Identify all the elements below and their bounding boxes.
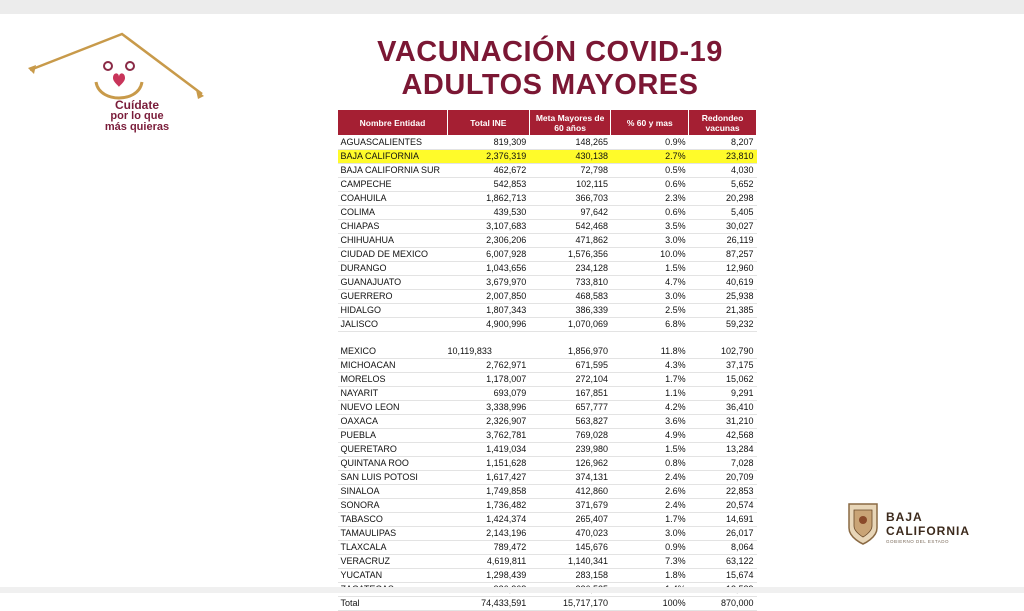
cell-redondeo: 7,028 [689,456,757,470]
cell-percent: 1.7% [611,372,689,386]
cell-total-ine: 542,853 [447,178,529,192]
cell-meta: 15,717,170 [529,596,611,610]
cell-meta: 239,980 [529,442,611,456]
cell-redondeo: 22,853 [689,484,757,498]
cell-percent: 2.3% [611,192,689,206]
cell-entidad [338,332,448,345]
bc-name [886,510,970,538]
cell-percent: 0.9% [611,540,689,554]
cell-percent: 3.0% [611,526,689,540]
cell-meta: 126,962 [529,456,611,470]
table-row [338,345,757,359]
cell-meta: 1,070,069 [529,318,611,332]
cell-redondeo: 26,017 [689,526,757,540]
cell-meta: 412,860 [529,484,611,498]
cell-percent: 1.8% [611,568,689,582]
cell-redondeo: 8,064 [689,540,757,554]
table-row [338,332,757,345]
cell-redondeo: 4,030 [689,164,757,178]
table-row [338,568,757,582]
cell-total-ine: 789,472 [447,540,529,554]
cell-entidad: VERACRUZ [338,554,448,568]
cell-total-ine: 2,762,971 [447,358,529,372]
cell-meta: 470,023 [529,526,611,540]
table-row [338,304,757,318]
cell-meta: 769,028 [529,428,611,442]
header-entidad: Nombre Entidad [338,110,448,136]
cell-total-ine: 4,619,811 [447,554,529,568]
cell-meta: 371,679 [529,498,611,512]
bc-subtitle: GOBIERNO DEL ESTADO [886,539,950,544]
cell-redondeo: 26,119 [689,234,757,248]
table-row [338,526,757,540]
table-row [338,290,757,304]
cell-percent: 100% [611,596,689,610]
cell-percent [611,332,689,345]
cell-percent: 2.7% [611,150,689,164]
table-row [338,262,757,276]
cell-meta: 671,595 [529,358,611,372]
cell-redondeo: 42,568 [689,428,757,442]
cuidate-logo [26,32,206,142]
cell-entidad: GUERRERO [338,290,448,304]
cell-total-ine: 3,679,970 [447,276,529,290]
state-shield-icon [846,500,880,546]
cell-percent: 1.7% [611,512,689,526]
cell-redondeo: 12,960 [689,262,757,276]
cell-meta: 148,265 [529,136,611,150]
cell-meta: 374,131 [529,470,611,484]
cell-redondeo: 5,405 [689,206,757,220]
cell-entidad: QUERETARO [338,442,448,456]
cell-percent: 6.8% [611,318,689,332]
cell-entidad: HIDALGO [338,304,448,318]
cell-entidad: SAN LUIS POTOSI [338,470,448,484]
table-row [338,484,757,498]
table-header-row [338,110,757,136]
logo-line-3: más quieras [104,121,170,133]
table-row [338,372,757,386]
table-row [338,164,757,178]
cell-redondeo: 87,257 [689,248,757,262]
cell-entidad: TAMAULIPAS [338,526,448,540]
cell-redondeo: 870,000 [689,596,757,610]
cell-entidad: PUEBLA [338,428,448,442]
table-row [338,178,757,192]
cell-redondeo: 9,291 [689,386,757,400]
cell-percent: 2.5% [611,304,689,318]
bc-line-2: CALIFORNIA [886,524,970,538]
table-row [338,400,757,414]
cell-entidad: MEXICO [338,345,448,359]
table-row [338,318,757,332]
cell-total-ine: 4,900,996 [447,318,529,332]
table-row [338,136,757,150]
cell-entidad: SONORA [338,498,448,512]
cell-meta: 471,862 [529,234,611,248]
cell-total-ine: 1,807,343 [447,304,529,318]
cell-redondeo: 5,652 [689,178,757,192]
cell-percent: 4.2% [611,400,689,414]
cell-total-ine: 3,338,996 [447,400,529,414]
cell-redondeo: 40,619 [689,276,757,290]
top-band [0,0,1024,14]
logo-slogan [82,100,192,133]
cell-percent: 4.3% [611,358,689,372]
cell-meta: 102,115 [529,178,611,192]
cell-entidad: BAJA CALIFORNIA [338,150,448,164]
cell-percent: 4.9% [611,428,689,442]
cell-meta: 1,576,356 [529,248,611,262]
cell-meta: 167,851 [529,386,611,400]
cell-total-ine: 1,424,374 [447,512,529,526]
cell-entidad: TABASCO [338,512,448,526]
table-row [338,414,757,428]
table-row [338,512,757,526]
cell-total-ine: 3,762,781 [447,428,529,442]
cell-entidad: NUEVO LEON [338,400,448,414]
cell-percent: 3.0% [611,234,689,248]
cell-total-ine: 1,736,482 [447,498,529,512]
cell-redondeo: 14,691 [689,512,757,526]
logo-line-2: por lo que [110,110,164,122]
table-row [338,498,757,512]
cell-meta: 265,407 [529,512,611,526]
cell-redondeo: 63,122 [689,554,757,568]
cell-meta [529,332,611,345]
cell-redondeo: 20,709 [689,470,757,484]
cell-percent: 7.3% [611,554,689,568]
cell-total-ine: 1,617,427 [447,470,529,484]
cell-total-ine: 3,107,683 [447,220,529,234]
cell-meta: 283,158 [529,568,611,582]
cell-entidad: DURANGO [338,262,448,276]
cell-total-ine: 2,007,850 [447,290,529,304]
cell-percent: 0.9% [611,136,689,150]
table-row [338,470,757,484]
table-row [338,276,757,290]
cell-entidad: SINALOA [338,484,448,498]
cell-total-ine: 2,143,196 [447,526,529,540]
cell-entidad: QUINTANA ROO [338,456,448,470]
cell-entidad: COAHUILA [338,192,448,206]
table-row [338,428,757,442]
vaccination-table [337,109,757,611]
cell-meta: 234,128 [529,262,611,276]
table-row [338,192,757,206]
table-row [338,358,757,372]
table-row [338,234,757,248]
cell-total-ine: 1,749,858 [447,484,529,498]
cell-redondeo: 20,298 [689,192,757,206]
cell-meta: 657,777 [529,400,611,414]
cell-total-ine: 819,309 [447,136,529,150]
cell-meta: 386,339 [529,304,611,318]
cell-entidad: YUCATAN [338,568,448,582]
cell-meta: 563,827 [529,414,611,428]
cell-entidad: OAXACA [338,414,448,428]
cell-total-ine: 2,376,319 [447,150,529,164]
cell-total-ine: 1,151,628 [447,456,529,470]
cell-entidad: JALISCO [338,318,448,332]
cell-entidad: COLIMA [338,206,448,220]
cell-percent: 0.6% [611,206,689,220]
cell-redondeo: 31,210 [689,414,757,428]
table-row [338,456,757,470]
header-meta: Meta Mayores de 60 años [529,110,611,136]
cell-entidad: NAYARIT [338,386,448,400]
table-row [338,442,757,456]
cell-percent: 0.5% [611,164,689,178]
cell-entidad: Total [338,596,448,610]
cell-redondeo: 30,027 [689,220,757,234]
cell-total-ine: 74,433,591 [447,596,529,610]
title-line-2: ADULTOS MAYORES [401,69,699,101]
cell-entidad: TLAXCALA [338,540,448,554]
cell-total-ine: 693,079 [447,386,529,400]
cell-redondeo: 8,207 [689,136,757,150]
cell-percent: 0.8% [611,456,689,470]
cell-redondeo: 15,062 [689,372,757,386]
cell-redondeo: 15,674 [689,568,757,582]
bottom-band [0,587,1024,593]
page-title [300,36,800,102]
cell-meta: 145,676 [529,540,611,554]
cell-percent: 3.5% [611,220,689,234]
cell-percent: 11.8% [611,345,689,359]
cell-entidad: CAMPECHE [338,178,448,192]
house-roof-icon [26,32,206,107]
cell-meta: 430,138 [529,150,611,164]
cell-redondeo: 59,232 [689,318,757,332]
table-row [338,554,757,568]
table-row [338,386,757,400]
table-row [338,206,757,220]
header-total-ine: Total INE [447,110,529,136]
header-redondeo: Redondeo vacunas [689,110,757,136]
cell-meta: 468,583 [529,290,611,304]
cell-redondeo: 21,385 [689,304,757,318]
table-row [338,540,757,554]
cell-total-ine: 1,298,439 [447,568,529,582]
table-row [338,150,757,164]
cell-meta: 272,104 [529,372,611,386]
cell-redondeo: 36,410 [689,400,757,414]
cell-percent: 1.5% [611,442,689,456]
cell-percent: 2.4% [611,498,689,512]
cell-entidad: GUANAJUATO [338,276,448,290]
cell-percent: 2.6% [611,484,689,498]
cell-total-ine: 2,326,907 [447,414,529,428]
cell-meta: 366,703 [529,192,611,206]
cell-redondeo: 37,175 [689,358,757,372]
cell-percent: 3.0% [611,290,689,304]
cell-entidad: MICHOACAN [338,358,448,372]
title-line-1: VACUNACIÓN COVID-19 [377,36,723,68]
cell-entidad: AGUASCALIENTES [338,136,448,150]
cell-redondeo: 102,790 [689,345,757,359]
cell-percent: 10.0% [611,248,689,262]
cell-meta: 97,642 [529,206,611,220]
table-row [338,248,757,262]
cell-meta: 1,856,970 [529,345,611,359]
cell-total-ine: 439,530 [447,206,529,220]
cell-total-ine [447,332,529,345]
table-row [338,220,757,234]
cell-total-ine: 1,419,034 [447,442,529,456]
baja-california-logo [846,500,986,552]
logo-line-1: Cuídate [114,98,159,112]
cell-percent: 2.4% [611,470,689,484]
table-row [338,596,757,610]
cell-meta: 542,468 [529,220,611,234]
cell-percent: 0.6% [611,178,689,192]
cell-entidad: MORELOS [338,372,448,386]
cell-total-ine: 1,043,656 [447,262,529,276]
cell-percent: 4.7% [611,276,689,290]
cell-total-ine: 1,862,713 [447,192,529,206]
cell-percent: 3.6% [611,414,689,428]
cell-redondeo: 25,938 [689,290,757,304]
cell-meta: 72,798 [529,164,611,178]
cell-percent: 1.5% [611,262,689,276]
cell-percent: 1.1% [611,386,689,400]
cell-entidad: CHIHUAHUA [338,234,448,248]
bc-line-1: BAJA [886,510,923,524]
header-percent: % 60 y mas [611,110,689,136]
cell-redondeo [689,332,757,345]
cell-meta: 733,810 [529,276,611,290]
cell-entidad: BAJA CALIFORNIA SUR [338,164,448,178]
cell-redondeo: 20,574 [689,498,757,512]
cell-meta: 1,140,341 [529,554,611,568]
cell-redondeo: 23,810 [689,150,757,164]
cell-total-ine: 1,178,007 [447,372,529,386]
cell-total-ine: 6,007,928 [447,248,529,262]
cell-redondeo: 13,284 [689,442,757,456]
cell-entidad: CHIAPAS [338,220,448,234]
table-body [338,136,757,611]
cell-total-ine: 10,119,833 [447,345,529,359]
cell-entidad: CIUDAD DE MEXICO [338,248,448,262]
cell-total-ine: 462,672 [447,164,529,178]
cell-total-ine: 2,306,206 [447,234,529,248]
